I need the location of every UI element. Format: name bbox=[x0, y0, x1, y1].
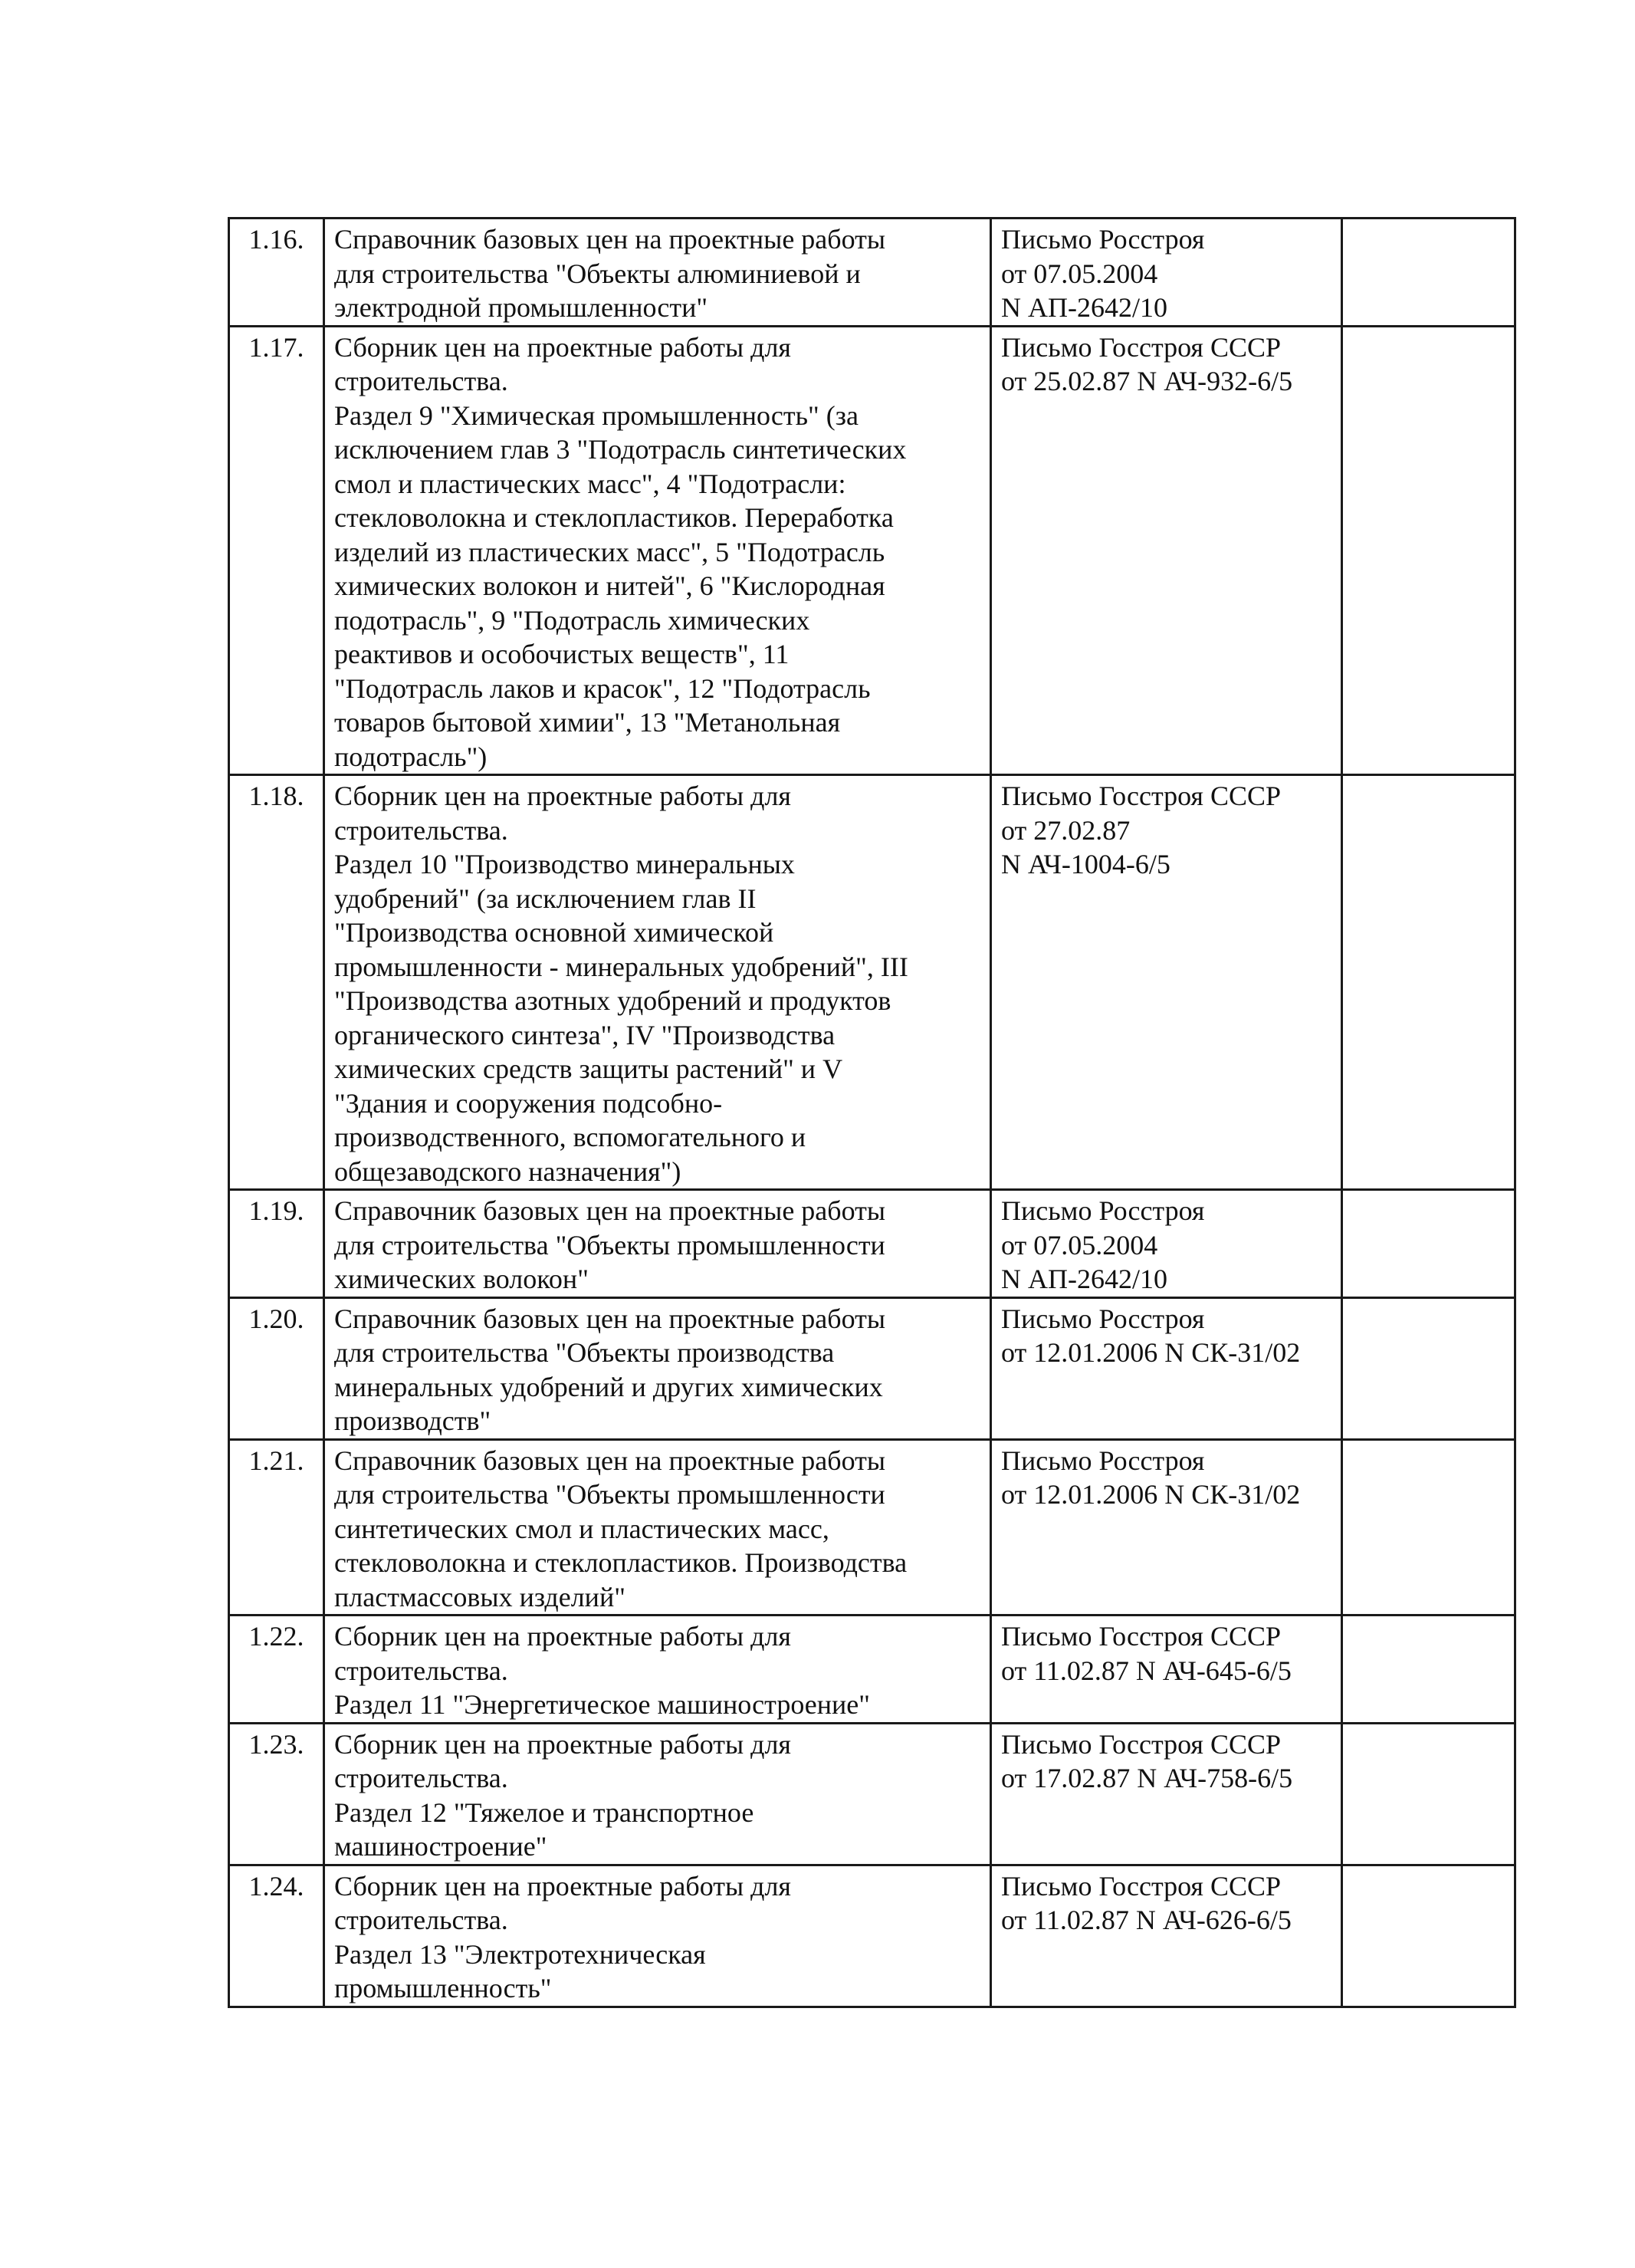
row-number: 1.20. bbox=[229, 1297, 324, 1439]
empty-cell bbox=[1342, 1190, 1515, 1298]
empty-cell bbox=[1342, 326, 1515, 775]
row-number: 1.17. bbox=[229, 326, 324, 775]
row-number: 1.18. bbox=[229, 775, 324, 1190]
approval-letter: Письмо Госстроя СССР от 17.02.87 N АЧ-758-6/5 bbox=[991, 1723, 1342, 1865]
approval-letter: Письмо Росстроя от 12.01.2006 N СК-31/02 bbox=[991, 1439, 1342, 1616]
approval-letter: Письмо Госстроя СССР от 11.02.87 N АЧ-645-6/5 bbox=[991, 1616, 1342, 1724]
row-number: 1.24. bbox=[229, 1865, 324, 2007]
document-title: Справочник базовых цен на проектные работы для строительства "Объекты алюминиевой и электродной промышленности" bbox=[324, 219, 991, 327]
empty-cell bbox=[1342, 775, 1515, 1190]
table-row bbox=[229, 1297, 1515, 1439]
document-title: Справочник базовых цен на проектные работы для строительства "Объекты промышленности синтетических смол и пластических масс, стекловолокна и стеклопластиков. Производства пластмассовых изделий" bbox=[324, 1439, 991, 1616]
normative-documents-table bbox=[228, 217, 1516, 2008]
empty-cell bbox=[1342, 1297, 1515, 1439]
approval-letter: Письмо Росстроя от 07.05.2004 N АП-2642/10 bbox=[991, 1190, 1342, 1298]
approval-letter: Письмо Госстроя СССР от 11.02.87 N АЧ-626-6/5 bbox=[991, 1865, 1342, 2007]
document-title: Справочник базовых цен на проектные работы для строительства "Объекты промышленности химических волокон" bbox=[324, 1190, 991, 1298]
document-title: Справочник базовых цен на проектные работы для строительства "Объекты производства минеральных удобрений и других химических производств" bbox=[324, 1297, 991, 1439]
row-number: 1.19. bbox=[229, 1190, 324, 1298]
table-row bbox=[229, 775, 1515, 1190]
document-title: Сборник цен на проектные работы для строительства. Раздел 13 "Электротехническая промышленность" bbox=[324, 1865, 991, 2007]
empty-cell bbox=[1342, 1723, 1515, 1865]
row-number: 1.16. bbox=[229, 219, 324, 327]
document-title: Сборник цен на проектные работы для строительства. Раздел 11 "Энергетическое машиностроение" bbox=[324, 1616, 991, 1724]
approval-letter: Письмо Госстроя СССР от 27.02.87 N АЧ-1004-6/5 bbox=[991, 775, 1342, 1190]
table-row bbox=[229, 219, 1515, 327]
approval-letter: Письмо Росстроя от 12.01.2006 N СК-31/02 bbox=[991, 1297, 1342, 1439]
table-row bbox=[229, 1190, 1515, 1298]
table-row bbox=[229, 1616, 1515, 1724]
table-row bbox=[229, 326, 1515, 775]
table-row bbox=[229, 1723, 1515, 1865]
document-title: Сборник цен на проектные работы для строительства. Раздел 12 "Тяжелое и транспортное машиностроение" bbox=[324, 1723, 991, 1865]
document-title: Сборник цен на проектные работы для строительства. Раздел 10 "Производство минеральных удобрений" (за исключением глав II "Производства основной химической промышленности - минеральных удобрений", III "Производства азотных удобрений и продуктов органического синтеза", IV "Производства химических средств защиты растений" и V "Здания и сооружения подсобно- производственного, вспомогательного и общезаводского назначения") bbox=[324, 775, 991, 1190]
empty-cell bbox=[1342, 1865, 1515, 2007]
table-row bbox=[229, 1865, 1515, 2007]
empty-cell bbox=[1342, 1439, 1515, 1616]
approval-letter: Письмо Госстроя СССР от 25.02.87 N АЧ-932-6/5 bbox=[991, 326, 1342, 775]
row-number: 1.22. bbox=[229, 1616, 324, 1724]
empty-cell bbox=[1342, 1616, 1515, 1724]
table-row bbox=[229, 1439, 1515, 1616]
empty-cell bbox=[1342, 219, 1515, 327]
row-number: 1.23. bbox=[229, 1723, 324, 1865]
row-number: 1.21. bbox=[229, 1439, 324, 1616]
approval-letter: Письмо Росстроя от 07.05.2004 N АП-2642/10 bbox=[991, 219, 1342, 327]
document-title: Сборник цен на проектные работы для строительства. Раздел 9 "Химическая промышленность" (за исключением глав 3 "Подотрасль синтетических смол и пластических масс", 4 "Подотрасли: стекловолокна и стеклопластиков. Переработка изделий из пластических масс", 5 "Подотрасль химических волокон и нитей", 6 "Кислородная подотрасль", 9 "Подотрасль химических реактивов и особочистых веществ", 11 "Подотрасль лаков и красок", 12 "Подотрасль товаров бытовой химии", 13 "Метанольная подотрасль") bbox=[324, 326, 991, 775]
